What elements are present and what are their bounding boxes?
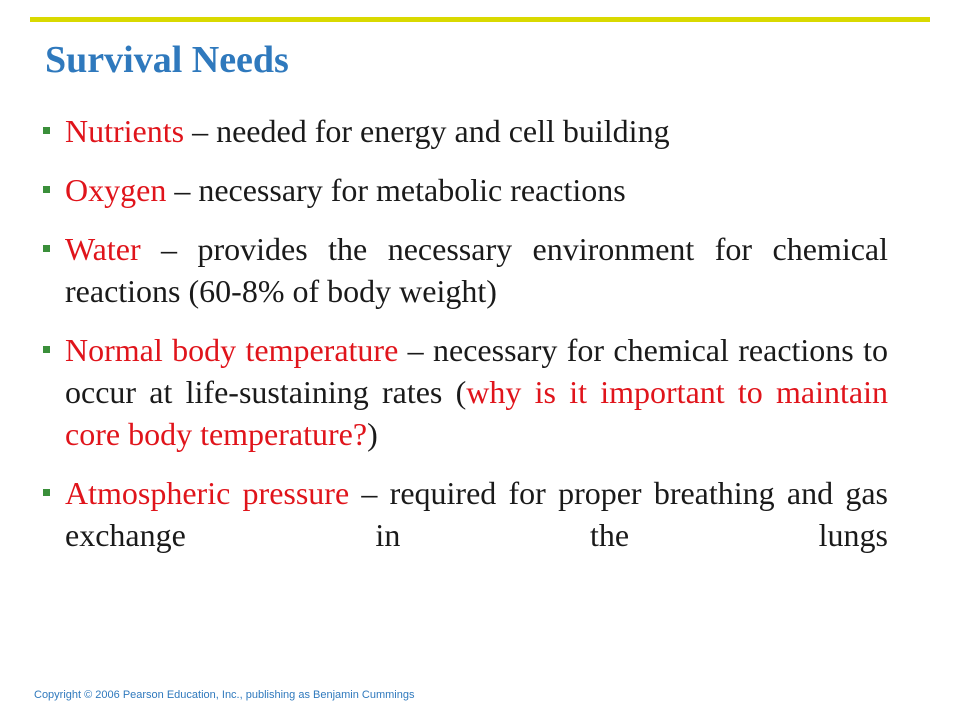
square-bullet-icon xyxy=(43,127,50,134)
square-bullet-icon xyxy=(43,245,50,252)
slide-title: Survival Needs xyxy=(45,39,289,81)
bullet-text: – provides the necessary environment for chemical reactions (60-8% of body weight) xyxy=(65,231,888,309)
square-bullet-icon xyxy=(43,186,50,193)
bullet-item-body-temperature xyxy=(40,329,888,455)
bullet-term: Water xyxy=(65,231,141,267)
bullet-item-oxygen xyxy=(40,169,888,211)
bullet-term: Nutrients xyxy=(65,113,185,149)
square-bullet-icon xyxy=(43,346,50,353)
bullet-item-atmospheric-pressure xyxy=(40,472,888,556)
bullet-text: – required for proper breathing and gas exchange in the lungs xyxy=(65,475,889,553)
bullet-text: – needed for energy and cell building xyxy=(184,113,670,149)
top-rule xyxy=(30,17,930,22)
bullet-term: Normal body temperature xyxy=(65,332,399,368)
bullet-text-after: ) xyxy=(367,416,378,452)
square-bullet-icon xyxy=(43,489,50,496)
bullet-term: Atmospheric pressure xyxy=(65,475,350,511)
bullet-text: – necessary for chemical reactions to occur at life-sustaining rates ( xyxy=(65,332,889,410)
bullet-term: Oxygen xyxy=(65,172,167,208)
bullet-item-nutrients xyxy=(40,110,888,152)
bullet-item-water xyxy=(40,228,888,312)
copyright-footer: Copyright © 2006 Pearson Education, Inc., publishing as Benjamin Cummings xyxy=(34,689,415,701)
bullet-question: why is it important to maintain core body temperature? xyxy=(65,374,889,452)
bullet-text: – necessary for metabolic reactions xyxy=(166,172,626,208)
bullet-list xyxy=(40,110,888,573)
